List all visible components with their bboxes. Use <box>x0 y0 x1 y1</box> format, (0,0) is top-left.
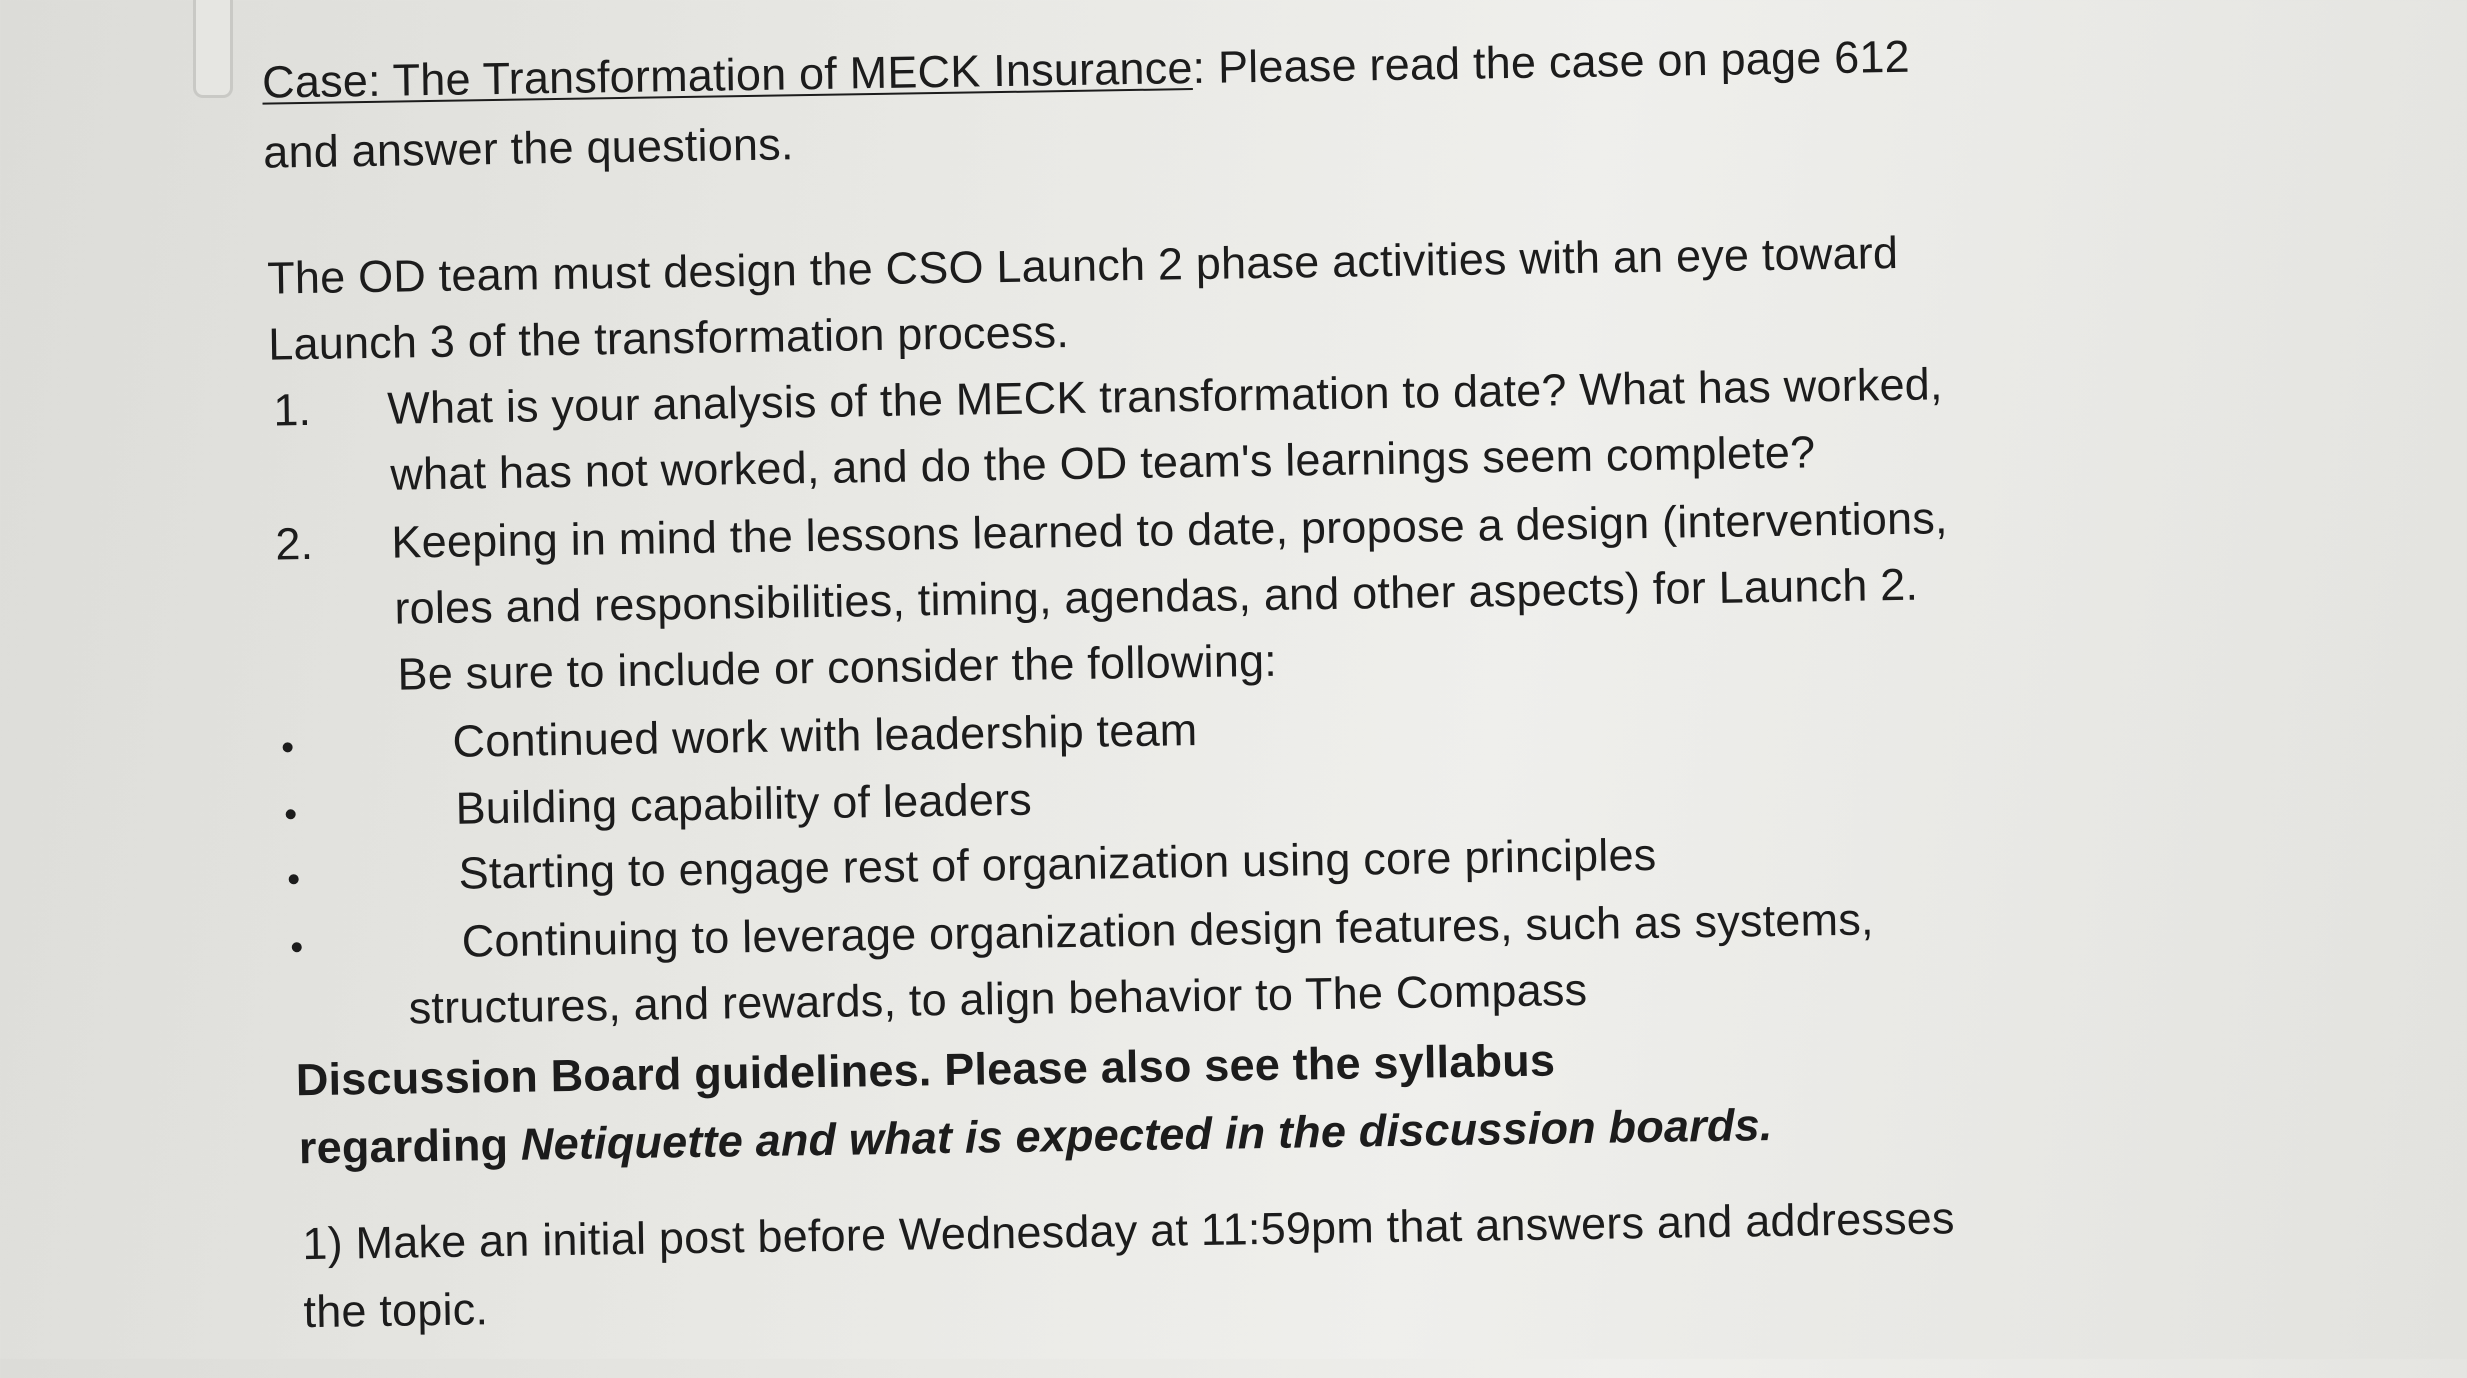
question-2-line2: roles and responsibilities, timing, agendas, and other aspects) for Launch 2. <box>394 558 1919 634</box>
intro-line1: The OD team must design the CSO Launch 2 phase activities with an eye toward <box>266 226 1899 304</box>
case-title-link[interactable]: Case: The Transformation of MECK Insurance <box>261 42 1193 108</box>
question-1-line1: What is your analysis of the MECK transformation to date? What has worked, <box>386 358 1944 434</box>
bullet-dot <box>289 874 299 884</box>
case-title-rest: : Please read the case on page 612 <box>1192 30 1911 94</box>
bullet-item: Starting to engage rest of organization using core principles <box>458 828 1657 899</box>
bullet-continuation: structures, and rewards, to align behavior to The Compass <box>408 963 1588 1034</box>
guidelines-regarding: regarding <box>298 1118 522 1174</box>
intro-line2: Launch 3 of the transformation process. <box>267 306 1070 370</box>
instruction-line2: the topic. <box>303 1283 489 1338</box>
question-2-line1: Keeping in mind the lessons learned to date, propose a design (interventions, <box>391 492 1949 568</box>
question-2-line3: Be sure to include or consider the following: <box>397 634 1278 700</box>
guidelines-line2 <box>299 1099 1773 1174</box>
guidelines-heading: Discussion Board guidelines. Please also see the syllabus <box>295 1034 1556 1106</box>
case-title-line2: and answer the questions. <box>262 118 794 178</box>
case-title-line <box>262 31 1910 109</box>
bullet-dot <box>286 809 296 819</box>
bullet-item: Continued work with leadership team <box>452 704 1198 767</box>
bullet-dot <box>283 742 293 752</box>
bullet-item: Building capability of leaders <box>455 773 1033 834</box>
instruction-line1: 1) Make an initial post before Wednesday at 11:59pm that answers and addresses <box>302 1192 1956 1270</box>
guidelines-netiquette: Netiquette and what is expected in the discussion boards. <box>520 1099 1773 1170</box>
question-number: 2. <box>275 517 314 570</box>
bullet-dot <box>292 942 302 952</box>
question-number: 1. <box>272 383 312 436</box>
bullet-item: Continuing to leverage organization design features, such as systems, <box>461 893 1875 967</box>
question-1-line2: what has not worked, and do the OD team's learnings seem complete? <box>389 426 1816 500</box>
